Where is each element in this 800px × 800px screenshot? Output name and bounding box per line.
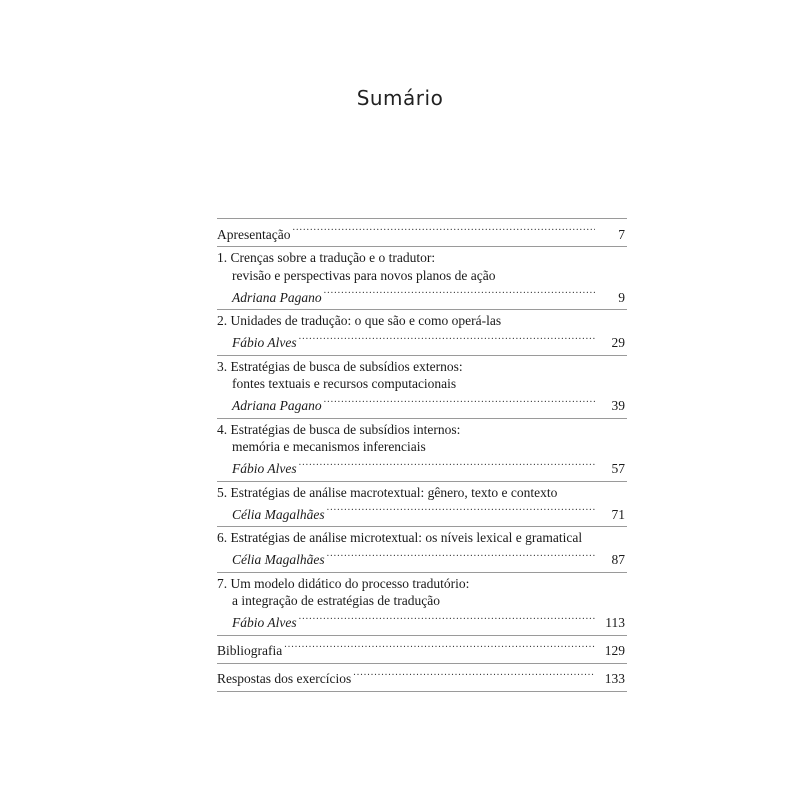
toc-entry-chapter-5[interactable] bbox=[217, 482, 627, 528]
chapter-title-line: 4. Estratégias de busca de subsídios internos: bbox=[217, 421, 461, 437]
page-number: 129 bbox=[604, 643, 625, 658]
dot-leader bbox=[353, 666, 595, 684]
page-number: 9 bbox=[618, 289, 625, 305]
chapter-title-line: memória e mecanismos inferenciais bbox=[232, 439, 426, 454]
page-number: 133 bbox=[604, 671, 625, 686]
chapter-title-line: 3. Estratégias de busca de subsídios externos: bbox=[217, 358, 463, 374]
table-of-contents bbox=[217, 218, 627, 692]
toc-entry-bibliografia[interactable] bbox=[217, 636, 627, 664]
chapter-title-line: a integração de estratégias de tradução bbox=[232, 593, 441, 608]
chapter-title-line: 7. Um modelo didático do processo tradutório: bbox=[217, 575, 470, 591]
page-number: 39 bbox=[611, 398, 625, 413]
toc-entry-chapter-4[interactable] bbox=[217, 419, 627, 482]
chapter-author: Fábio Alves bbox=[232, 335, 297, 350]
dot-leader bbox=[299, 610, 595, 628]
toc-entry-title: Apresentação bbox=[217, 226, 291, 242]
chapter-author: Fábio Alves bbox=[232, 615, 297, 630]
page-number: 57 bbox=[611, 461, 625, 476]
dot-leader bbox=[292, 221, 595, 239]
toc-entry-chapter-2[interactable] bbox=[217, 310, 627, 356]
toc-entry-chapter-6[interactable] bbox=[217, 527, 627, 573]
page-number: 87 bbox=[611, 552, 625, 567]
chapter-title-line: 5. Estratégias de análise macrotextual: gênero, texto e contexto bbox=[217, 484, 558, 500]
dot-leader bbox=[284, 638, 595, 656]
toc-entry-chapter-3[interactable] bbox=[217, 356, 627, 419]
page-number: 71 bbox=[611, 506, 625, 522]
page-number: 29 bbox=[611, 335, 625, 350]
dot-leader bbox=[327, 501, 595, 519]
chapter-author: Adriana Pagano bbox=[232, 289, 322, 305]
toc-entry-apresentacao[interactable] bbox=[217, 219, 627, 247]
dot-leader bbox=[324, 393, 595, 411]
chapter-author: Fábio Alves bbox=[232, 461, 297, 476]
page-number: 113 bbox=[605, 615, 625, 630]
chapter-title-line: revisão e perspectivas para novos planos de ação bbox=[232, 267, 496, 283]
chapter-author: Célia Magalhães bbox=[232, 552, 325, 567]
page-number: 7 bbox=[618, 226, 625, 242]
dot-leader bbox=[299, 456, 595, 474]
chapter-author: Célia Magalhães bbox=[232, 506, 325, 522]
chapter-title-line: 1. Crenças sobre a tradução e o tradutor: bbox=[217, 250, 436, 265]
dot-leader bbox=[324, 284, 595, 302]
page-title: Sumário bbox=[356, 86, 444, 110]
chapter-title-line: 2. Unidades de tradução: o que são e como operá-las bbox=[217, 313, 502, 328]
dot-leader bbox=[327, 547, 595, 565]
chapter-author: Adriana Pagano bbox=[232, 398, 322, 413]
toc-entry-title: Respostas dos exercícios bbox=[217, 671, 352, 686]
chapter-title-line: fontes textuais e recursos computacionais bbox=[232, 376, 457, 391]
toc-entry-chapter-7[interactable] bbox=[217, 573, 627, 636]
toc-entry-title: Bibliografia bbox=[217, 643, 283, 658]
toc-entry-chapter-1[interactable] bbox=[217, 247, 627, 310]
toc-entry-respostas[interactable] bbox=[217, 664, 627, 692]
dot-leader bbox=[299, 330, 595, 348]
chapter-title-line: 6. Estratégias de análise microtextual: os níveis lexical e gramatical bbox=[217, 530, 583, 545]
